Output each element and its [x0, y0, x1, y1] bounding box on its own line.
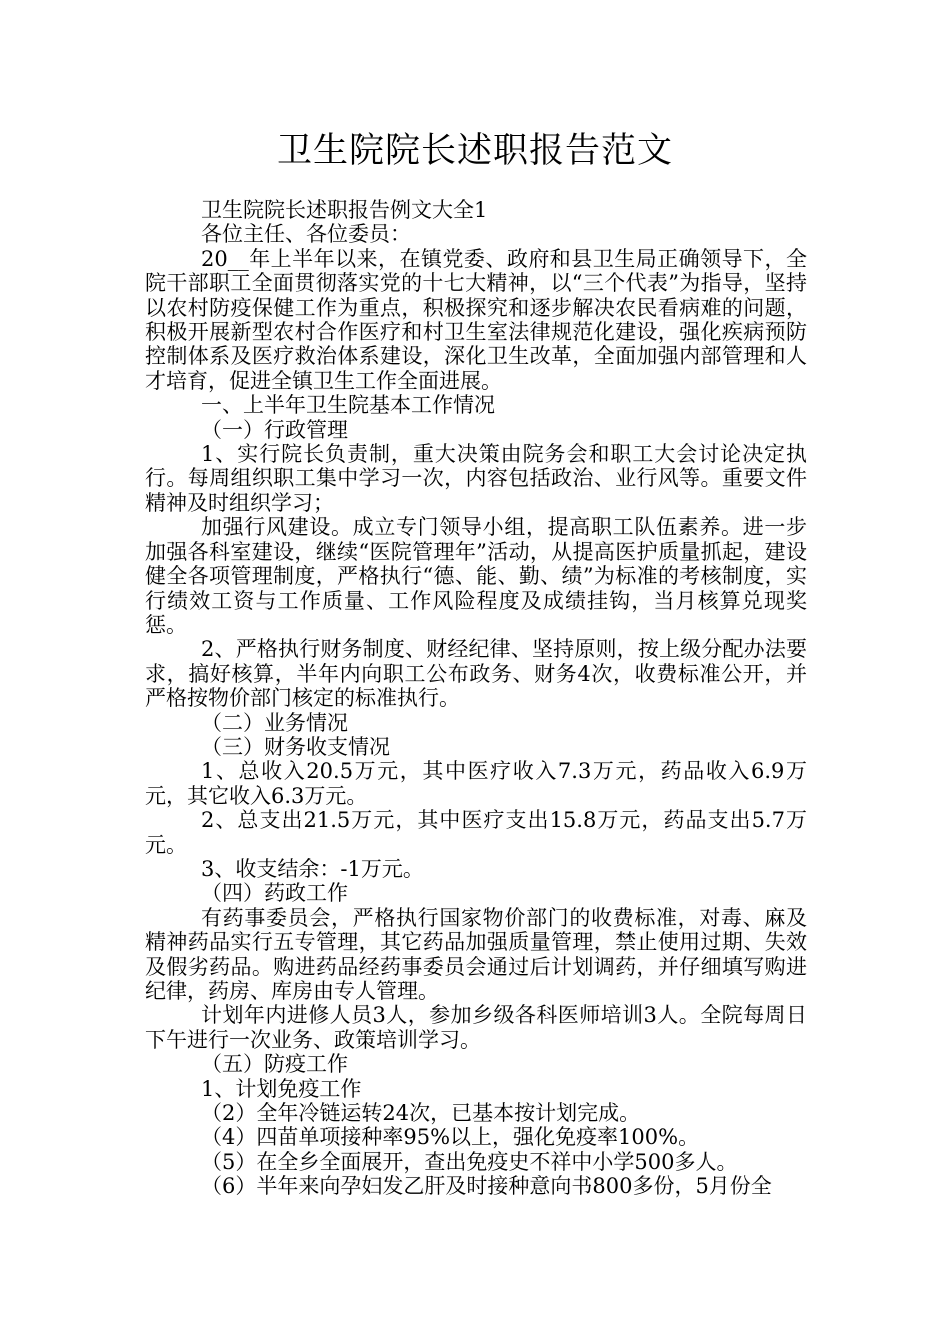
subsection-heading: （四）药政工作 — [201, 881, 348, 906]
list-item: （2）全年冷链运转24次，已基本按计划完成。 — [201, 1101, 641, 1126]
body-paragraph: 3、收支结余：-1万元。 — [201, 856, 424, 881]
body-paragraph: 加强行风建设。成立专门领导小组，提高职工队伍素养。进一步加强各科室建设，继续“医院管理年”活动，从提高医护质量抓起，建设健全各项管理制度，严格执行“德、能、勤、绩”为标准的考核制度，实行绩效工资与工作质量、工作风险程度及成绩挂钩，当月核算兑现奖惩。 — [145, 515, 807, 637]
list-heading: 1、计划免疫工作 — [201, 1076, 362, 1101]
subsection-heading: （二）业务情况 — [201, 710, 348, 735]
body-paragraph: 1、总收入20.5万元，其中医疗收入7.3万元，药品收入6.9万元，其它收入6.3万元。 — [145, 759, 807, 808]
list-item: （6）半年来向孕妇发乙肝及时接种意向书800多份，5月份全 — [201, 1174, 772, 1199]
subtitle-paragraph: 卫生院院长述职报告例文大全1 — [201, 198, 488, 222]
body-paragraph: 2、严格执行财务制度、财经纪律、坚持原则，按上级分配办法要求，搞好核算，半年内向职工公布政务、财务4次，收费标准公开，并严格按物价部门核定的标准执行。 — [145, 637, 807, 711]
body-paragraph: 2、总支出21.5万元，其中医疗支出15.8万元，药品支出5.7万元。 — [145, 808, 807, 857]
body-paragraph: 计划年内进修人员3人，参加乡级各科医师培训3人。全院每周日下午进行一次业务、政策培训学习。 — [145, 1003, 807, 1052]
document-body — [145, 198, 807, 1199]
document-title: 卫生院院长述职报告范文 — [276, 131, 673, 171]
salutation-paragraph: 各位主任、各位委员： — [201, 222, 411, 247]
body-paragraph: 20__年上半年以来，在镇党委、政府和县卫生局正确领导下，全院干部职工全面贯彻落实党的十七大精神，以“三个代表”为指导，坚持以农村防疫保健工作为重点，积极探究和逐步解决农民看病难的问题，积极开展新型农村合作医疗和村卫生室法律规范化建设，强化疾病预防控制体系及医疗救治体系建设，深化卫生改革，全面加强内部管理和人才培育，促进全镇卫生工作全面进展。 — [145, 246, 807, 393]
subsection-heading: （三）财务收支情况 — [201, 734, 390, 759]
list-item: （4）四苗单项接种率95%以上，强化免疫率100%。 — [201, 1125, 700, 1150]
body-paragraph: 有药事委员会，严格执行国家物价部门的收费标准，对毒、麻及精神药品实行五专管理，其它药品加强质量管理，禁止使用过期、失效及假劣药品。购进药品经药事委员会通过后计划调药，并仔细填写购进纪律，药房、库房由专人管理。 — [145, 905, 807, 1003]
body-paragraph: 1、实行院长负责制，重大决策由院务会和职工大会讨论决定执行。每周组织职工集中学习一次，内容包括政治、业行风等。重要文件精神及时组织学习； — [145, 442, 807, 515]
section-heading: 一、上半年卫生院基本工作情况 — [201, 393, 495, 418]
list-item: （5）在全乡全面展开，查出免疫史不祥中小学500多人。 — [201, 1149, 738, 1174]
subsection-heading: （五）防疫工作 — [201, 1052, 348, 1077]
subsection-heading: （一）行政管理 — [201, 417, 348, 442]
